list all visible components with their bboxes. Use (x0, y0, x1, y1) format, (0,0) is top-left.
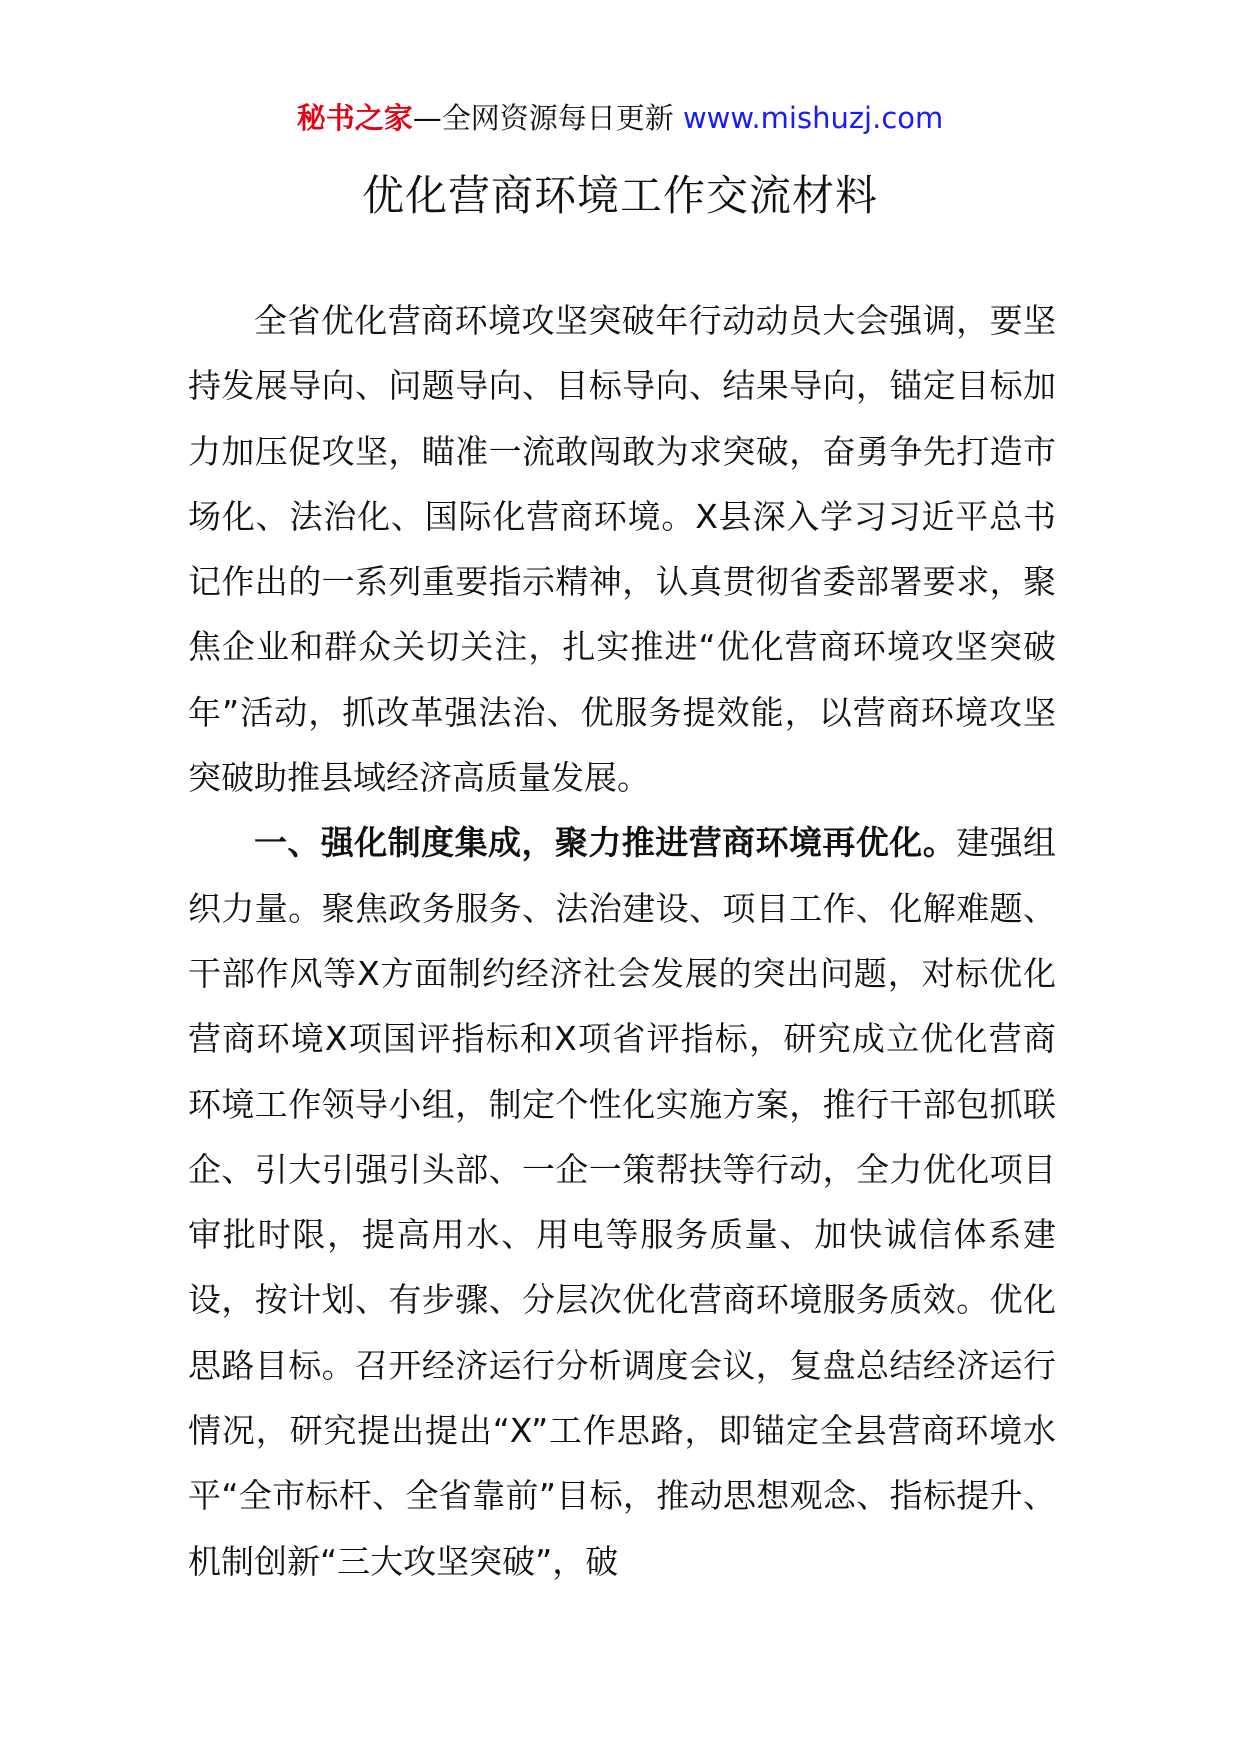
site-url-link[interactable]: www.mishuzj.com (682, 101, 944, 135)
document-body (188, 288, 1056, 1594)
intro-paragraph: 全省优化营商环境攻坚突破年行动动员大会强调，要坚持发展导向、问题导向、目标导向、结果导向，锚定目标加力加压促攻坚，瞄准一流敢闯敢为求突破，奋勇争先打造市场化、法治化、国际化营商环境。X县深入学习习近平总书记作出的一系列重要指示精神，认真贯彻省委部署要求，聚焦企业和群众关切关注，扎实推进“优化营商环境攻坚突破年”活动，抓改革强法治、优服务提效能，以营商环境攻坚突破助推县域经济高质量发展。 (188, 301, 1056, 798)
document-title: 优化营商环境工作交流材料 (361, 171, 878, 220)
section-1-heading: 一、强化制度集成，聚力推进营商环境再优化。 (254, 823, 957, 863)
section-1-body: 建强组织力量。聚焦政务服务、法治建设、项目工作、化解难题、干部作风等X方面制约经济社会发展的突出问题，对标优化营商环境X项国评指标和X项省评指标，研究成立优化营商环境工作领导小组，制定个性化实施方案，推行干部包抓联企、引大引强引头部、一企一策帮扶等行动，全力优化项目审批时限，提高用水、用电等服务质量、加快诚信体系建设，按计划、有步骤、分层次优化营商环境服务质效。优化思路目标。召开经济运行分析调度会议，复盘总结经济运行情况，研究提出提出“X”工作思路，即锚定全县营商环境水平“全市标杆、全省靠前”目标，推动思想观念、指标提升、机制创新“三大攻坚突破”，破 (188, 823, 1057, 1581)
brand-name: 秘书之家 (296, 101, 413, 135)
header-tagline: —全网资源每日更新 (412, 101, 674, 135)
section-1-paragraph (188, 810, 1056, 1594)
site-header (0, 98, 1240, 138)
